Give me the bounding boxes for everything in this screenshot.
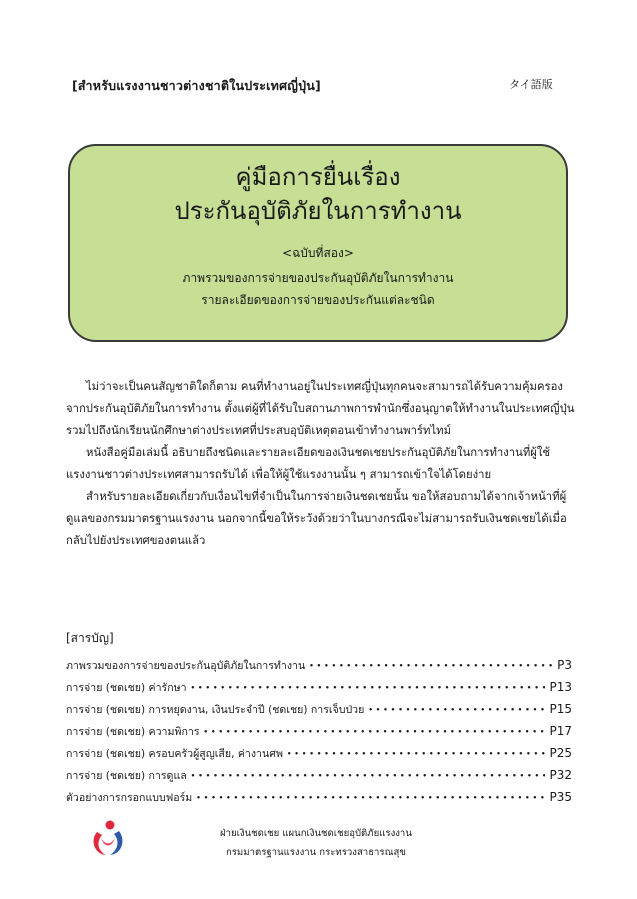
toc-item[interactable] xyxy=(66,654,572,676)
footer-line-2: กรมมาตรฐานแรงงาน กระทรวงสาธารณสุข xyxy=(225,847,406,858)
toc-heading: [สารบัญ] xyxy=(66,631,114,645)
intro-paragraph-2: หนังสือคู่มือเล่มนี้ อธิบายถึงชนิดและรายละเอียดของเงินชดเชยประกันอุบัติภัยในการทำงานที่ผู้ใช้แรงงานชาวต่างประเทศสามารถรับได้ เพื่อให้ผู้ใช้แรงงานนั้น ๆ สามารถเข้าใจได้โดยง่าย xyxy=(66,446,551,481)
title-line-1: คู่มือการยื่นเรื่อง xyxy=(235,163,401,191)
toc-item-label: ภาพรวมของการจ่ายของประกันอุบัติภัยในการทำงาน xyxy=(66,660,306,672)
footer-line-1: ฝ่ายเงินชดเชย แผนกเงินชดเชยอุบัติภัยแรงงาน xyxy=(220,828,412,839)
intro-paragraph-1: ไม่ว่าจะเป็นคนสัญชาติใดก็ตาม คนที่ทำงานอยู่ในประเทศญี่ปุ่นทุกคนจะสามารถได้รับความคุ้มครองจากประกันอุบัติภัยในการทำงาน ตั้งแต่ผู้ที่ได้รับใบสถานภาพการพำนักซึ่งอนุญาตให้ทำงานในประเทศญี่ปุ่น รวมไปถึงนักเรียนนักศึกษาต่างประเทศที่ประสบอุบัติเหตุตอนเข้าทำงานพาร์ทไทม์ xyxy=(66,380,575,437)
language-label: タイ語版 xyxy=(509,78,553,91)
toc-leader-dots xyxy=(309,655,553,677)
edition-label: <ฉบับที่สอง> xyxy=(282,246,354,260)
toc-leader-dots xyxy=(368,699,545,721)
toc-item-page: P32 xyxy=(549,768,572,782)
toc-item-label: การจ่าย (ชดเชย) การดูแล xyxy=(66,770,187,782)
toc-item-label: การจ่าย (ชดเชย) ความพิการ xyxy=(66,726,200,738)
introduction xyxy=(66,376,578,552)
intro-paragraph-3: สำหรับรายละเอียดเกี่ยวกับเงื่อนไขที่จำเป็นในการจ่ายเงินชดเชยนั้น ขอให้สอบถามได้จากเจ้าหน้าที่ผู้ดูแลของกรมมาตรฐานแรงงาน นอกจากนี้ขอให้ระวังด้วยว่าในบางกรณีจะไม่สามารถรับเงินชดเชยได้เมื่อกลับไปยังประเทศของตนแล้ว xyxy=(66,490,567,547)
toc-item[interactable] xyxy=(66,764,572,786)
subtitle-line-2: รายละเอียดของการจ่ายของประกันแต่ละชนิด xyxy=(201,293,435,307)
target-audience-label: [สำหรับแรงงานชาวต่างชาติในประเทศญี่ปุ่น] xyxy=(72,78,321,93)
toc-item[interactable] xyxy=(66,676,572,698)
toc-item[interactable] xyxy=(66,720,572,742)
toc-item-page: P3 xyxy=(557,658,572,672)
toc-item-page: P35 xyxy=(549,790,572,804)
toc-item-label: การจ่าย (ชดเชย) ค่ารักษา xyxy=(66,682,187,694)
toc-item-page: P15 xyxy=(549,702,572,716)
footer-issuer xyxy=(220,824,412,862)
toc-leader-dots xyxy=(204,721,546,743)
toc-item-label: ตัวอย่างการกรอกแบบฟอร์ม xyxy=(66,792,193,804)
toc-item-page: P13 xyxy=(549,680,572,694)
toc-item-page: P17 xyxy=(549,724,572,738)
table-of-contents xyxy=(66,654,572,808)
toc-item[interactable] xyxy=(66,698,572,720)
toc-item-label: การจ่าย (ชดเชย) การหยุดงาน, เงินประจำปี (ชดเชย) การเจ็บป่วย xyxy=(66,704,365,716)
toc-leader-dots xyxy=(191,677,546,699)
toc-item-label: การจ่าย (ชดเชย) ครอบครัวผู้สูญเสีย, ค่างานศพ xyxy=(66,748,283,760)
toc-leader-dots xyxy=(287,743,546,765)
subtitle-line-1: ภาพรวมของการจ่ายของประกันอุบัติภัยในการทำงาน xyxy=(182,271,454,285)
toc-item[interactable] xyxy=(66,786,572,808)
toc-leader-dots xyxy=(191,765,546,787)
toc-item-page: P25 xyxy=(549,746,572,760)
title-box xyxy=(68,144,568,342)
toc-leader-dots xyxy=(196,787,545,809)
ministry-logo-icon xyxy=(88,818,128,858)
toc-item[interactable] xyxy=(66,742,572,764)
title-line-2: ประกันอุบัติภัยในการทำงาน xyxy=(174,197,462,225)
